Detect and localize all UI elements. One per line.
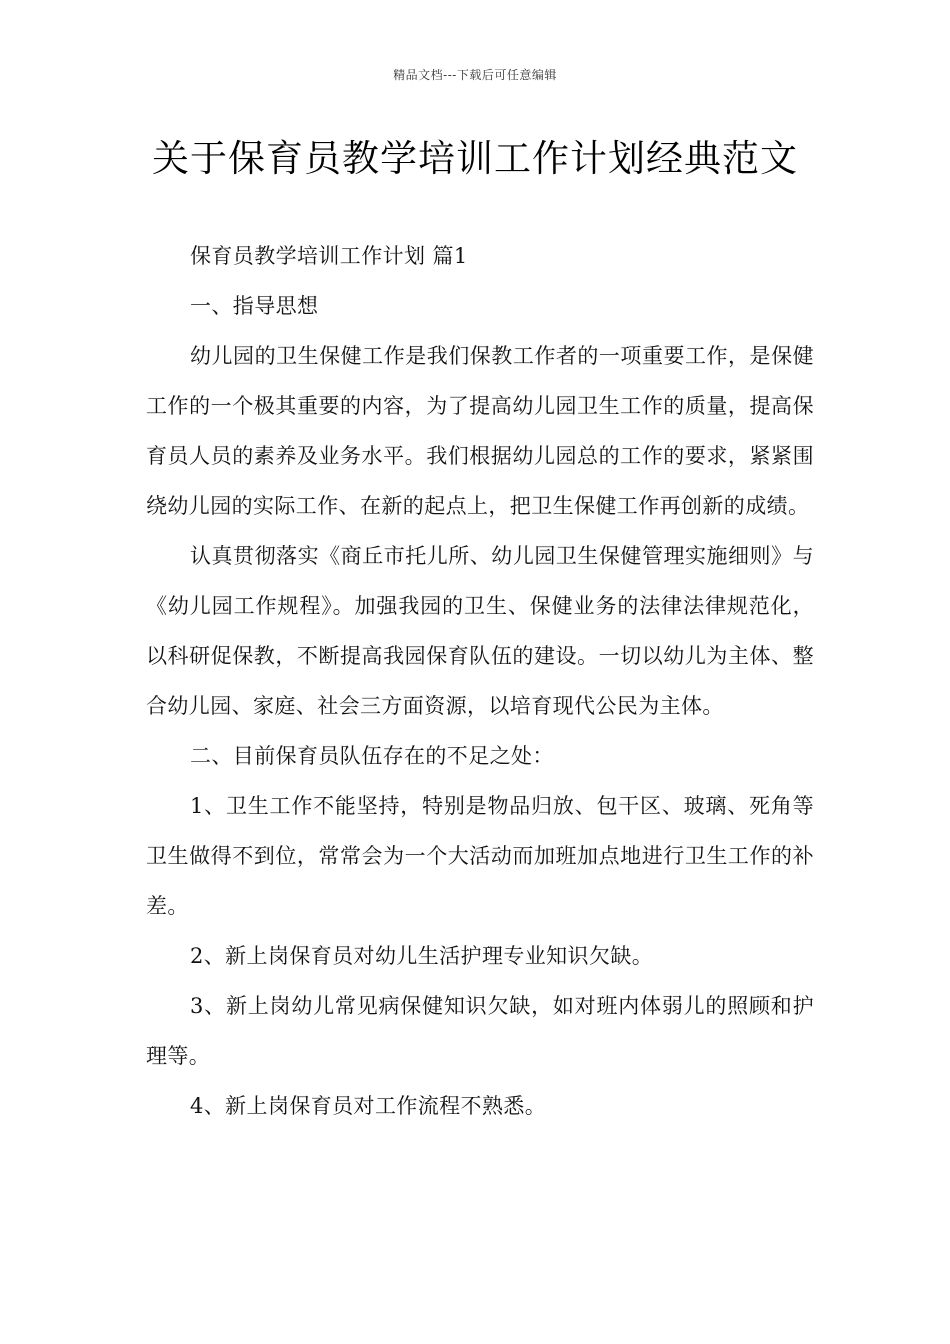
- document-body: [146, 231, 814, 1131]
- section-heading-guiding-thought: 一、指导思想: [190, 294, 319, 318]
- list-item: 2、新上岗保育员对幼儿生活护理专业知识欠缺。: [190, 944, 654, 968]
- list-item: 4、新上岗保育员对工作流程不熟悉。: [190, 1094, 547, 1118]
- header-note: 精品文档---下载后可任意编辑: [393, 68, 557, 82]
- section-heading-plan: 保育员教学培训工作计划 篇1: [190, 244, 468, 268]
- list-item: 1、卫生工作不能坚持，特别是物品归放、包干区、玻璃、死角等卫生做得不到位，常常会为一个大活动而加班加点地进行卫生工作的补差。: [146, 794, 814, 918]
- list-item: 3、新上岗幼儿常见病保健知识欠缺，如对班内体弱儿的照顾和护理等。: [146, 994, 814, 1068]
- paragraph: 认真贯彻落实《商丘市托儿所、幼儿园卫生保健管理实施细则》与《幼儿园工作规程》。加强我园的卫生、保健业务的法律法律规范化，以科研促保教，不断提高我园保育队伍的建设。一切以幼儿为主体、整合幼儿园、家庭、社会三方面资源，以培育现代公民为主体。: [146, 544, 814, 718]
- paragraph: 幼儿园的卫生保健工作是我们保教工作者的一项重要工作，是保健工作的一个极其重要的内容，为了提高幼儿园卫生工作的质量，提高保育员人员的素养及业务水平。我们根据幼儿园总的工作的要求，紧紧围绕幼儿园的实际工作、在新的起点上，把卫生保健工作再创新的成绩。: [146, 344, 814, 518]
- document-title: 关于保育员教学培训工作计划经典范文: [152, 137, 798, 180]
- section-heading-shortcomings: 二、目前保育员队伍存在的不足之处：: [190, 744, 554, 768]
